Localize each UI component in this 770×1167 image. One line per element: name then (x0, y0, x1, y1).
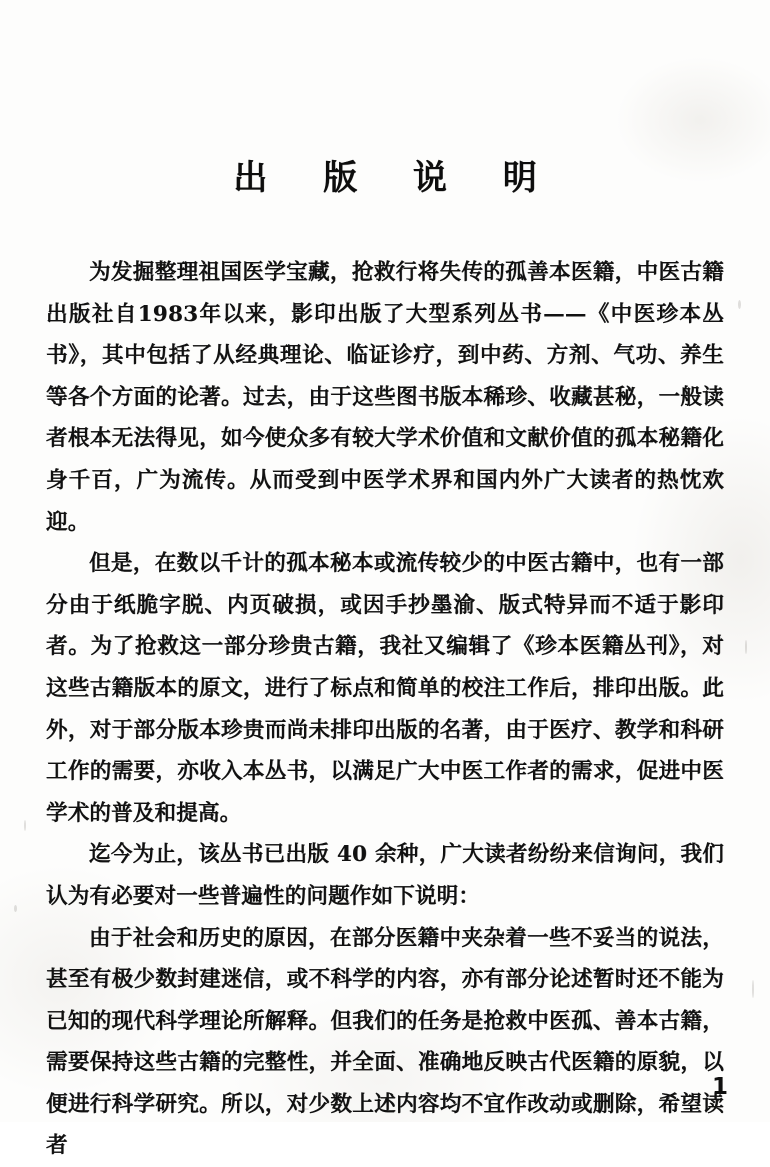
scan-speckle (300, 1108, 309, 1110)
scan-speckle (745, 640, 747, 654)
scan-speckle (738, 300, 741, 309)
scan-speckle (14, 905, 17, 912)
paragraph: 为发掘整理祖国医学宝藏，抢救行将失传的孤善本医籍，中医古籍出版社自1983年以来，影印出版了大型系列丛书——《中医珍本丛书》，其中包括了从经典理论、临证诊疗，到中药、方剂、气功、养生等各个方面的论著。过去，由于这些图书版本稀珍、收藏甚秘，一般读者根本无法得见，如今使众多有较大学术价值和文献价值的孤本秘籍化身千百，广为流传。从而受到中医学术界和国内外广大读者的热忱欢迎。 (46, 252, 724, 543)
paragraph: 迄今为止，该丛书已出版 40 余种，广大读者纷纷来信询问，我们认为有必要对一些普遍性的问题作如下说明： (46, 834, 724, 917)
page-title: 出 版 说 明 (0, 150, 770, 199)
paragraph: 但是，在数以千计的孤本秘本或流传较少的中医古籍中，也有一部分由于纸脆字脱、内页破损，或因手抄墨渝、版式特异而不适于影印者。为了抢救这一部分珍贵古籍，我社又编辑了《珍本医籍丛刊》，对这些古籍版本的原文，进行了标点和简单的校注工作后，排印出版。此外，对于部分版本珍贵而尚未排印出版的名著，由于医疗、教学和科研工作的需要，亦收入本丛书，以满足广大中医工作者的需求，促进中医学术的普及和提高。 (46, 543, 724, 834)
paragraph: 由于社会和历史的原因，在部分医籍中夹杂着一些不妥当的说法，甚至有极少数封建迷信，或不科学的内容，亦有部分论述暂时还不能为已知的现代科学理论所解释。但我们的任务是抢救中医孤、善本古籍，需要保持这些古籍的完整性，并全面、准确地反映古代医籍的原貌，以便进行科学研究。所以，对少数上述内容均不宜作改动或删除，希望读者 (46, 918, 724, 1167)
scan-speckle (752, 980, 754, 998)
scan-speckle (24, 820, 26, 831)
body-text (46, 252, 724, 1167)
page-number: 1 (712, 1074, 728, 1100)
